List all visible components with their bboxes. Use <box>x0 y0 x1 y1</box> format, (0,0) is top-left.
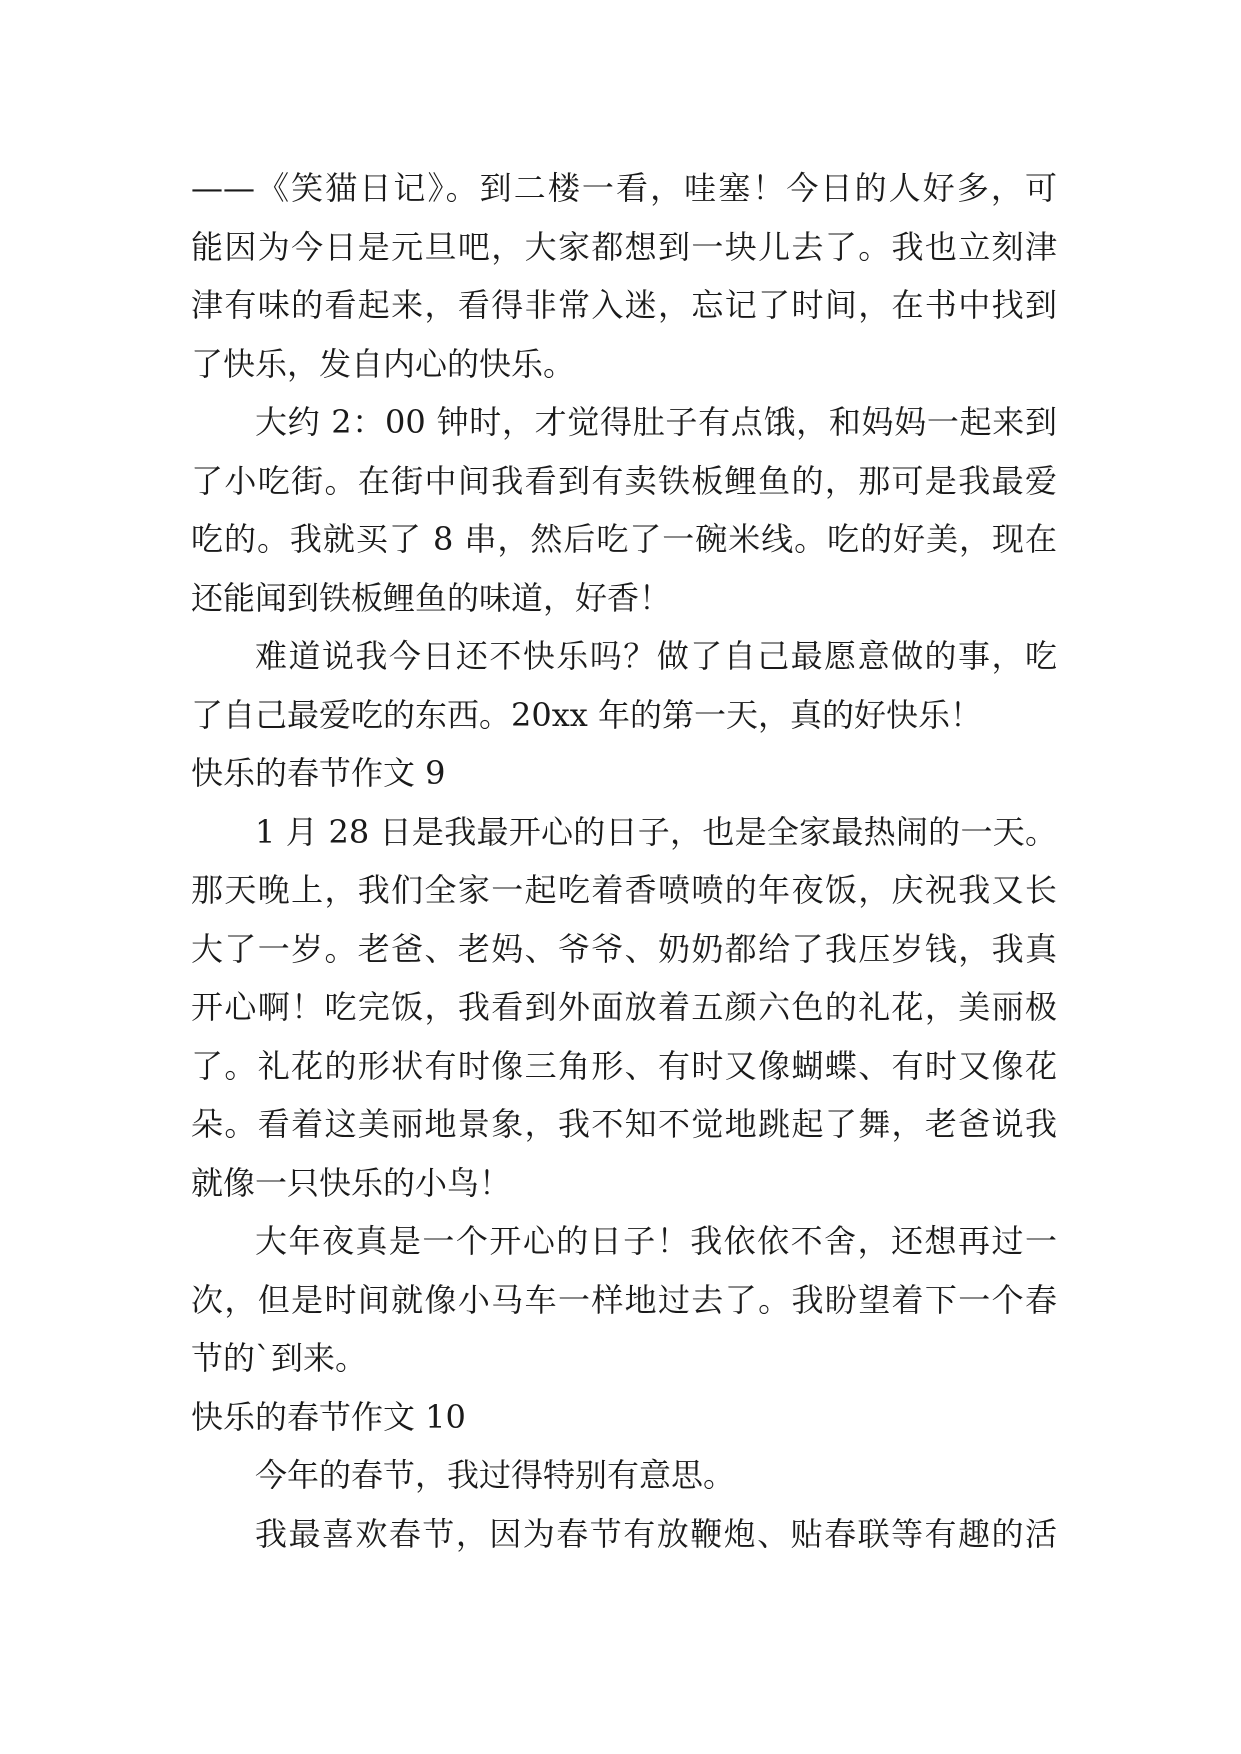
body-line: 那天晚上，我们全家一起吃着香喷喷的年夜饭，庆祝我又长 <box>191 871 1057 909</box>
body-line: 津有味的看起来，看得非常入迷，忘记了时间，在书中找到 <box>191 286 1057 324</box>
body-line: 大年夜真是一个开心的日子！我依依不舍，还想再过一 <box>255 1222 1057 1260</box>
body-line: 了自己最爱吃的东西。20xx 年的第一天，真的好快乐！ <box>191 695 982 734</box>
body-line: 了小吃街。在街中间我看到有卖铁板鲤鱼的，那可是我最爱 <box>191 461 1057 500</box>
body-line: 能因为今日是元旦吧，大家都想到一块儿去了。我也立刻津 <box>191 227 1057 266</box>
body-line: 就像一只快乐的小鸟！ <box>191 1163 512 1202</box>
paragraph <box>191 1505 1057 1564</box>
paragraph <box>191 627 1057 744</box>
body-line: 次，但是时间就像小马车一样地过去了。我盼望着下一个春 <box>191 1280 1057 1319</box>
paragraph <box>191 1212 1057 1388</box>
paragraph <box>191 1446 1057 1505</box>
section-heading: 快乐的春节作文 9 <box>191 754 446 792</box>
paragraph <box>191 803 1057 1213</box>
body-line: 难道说我今日还不快乐吗？做了自己最愿意做的事，吃 <box>255 637 1057 675</box>
paragraph <box>191 393 1057 627</box>
body-line: 1 月 28 日是我最开心的日子，也是全家最热闹的一天。 <box>255 812 1057 851</box>
body-line: 大约 2：00 钟时，才觉得肚子有点饿，和妈妈一起来到 <box>255 403 1057 441</box>
body-line: 我最喜欢春节，因为春节有放鞭炮、贴春联等有趣的活 <box>255 1514 1057 1553</box>
body-line: 还能闻到铁板鲤鱼的味道，好香！ <box>191 578 672 617</box>
body-line: 今年的春节，我过得特别有意思。 <box>255 1456 736 1494</box>
body-line: 朵。看着这美丽地景象，我不知不觉地跳起了舞，老爸说我 <box>191 1105 1057 1143</box>
body-line: 吃的。我就买了 8 串，然后吃了一碗米线。吃的好美，现在 <box>191 520 1057 558</box>
paragraph <box>191 159 1057 393</box>
body-line: 节的`到来。 <box>191 1339 368 1377</box>
body-line: 了。礼花的形状有时像三角形、有时又像蝴蝶、有时又像花 <box>191 1046 1057 1085</box>
body-line: ——《笑猫日记》。到二楼一看，哇塞！今日的人好多，可 <box>191 169 1057 207</box>
body-line: 了快乐，发自内心的快乐。 <box>191 344 576 383</box>
body-line: 开心啊！吃完饭，我看到外面放着五颜六色的礼花，美丽极 <box>191 988 1057 1026</box>
document-body <box>191 159 1057 1563</box>
section-heading: 快乐的春节作文 10 <box>191 1397 466 1436</box>
body-line: 大了一岁。老爸、老妈、爷爷、奶奶都给了我压岁钱，我真 <box>191 929 1057 968</box>
